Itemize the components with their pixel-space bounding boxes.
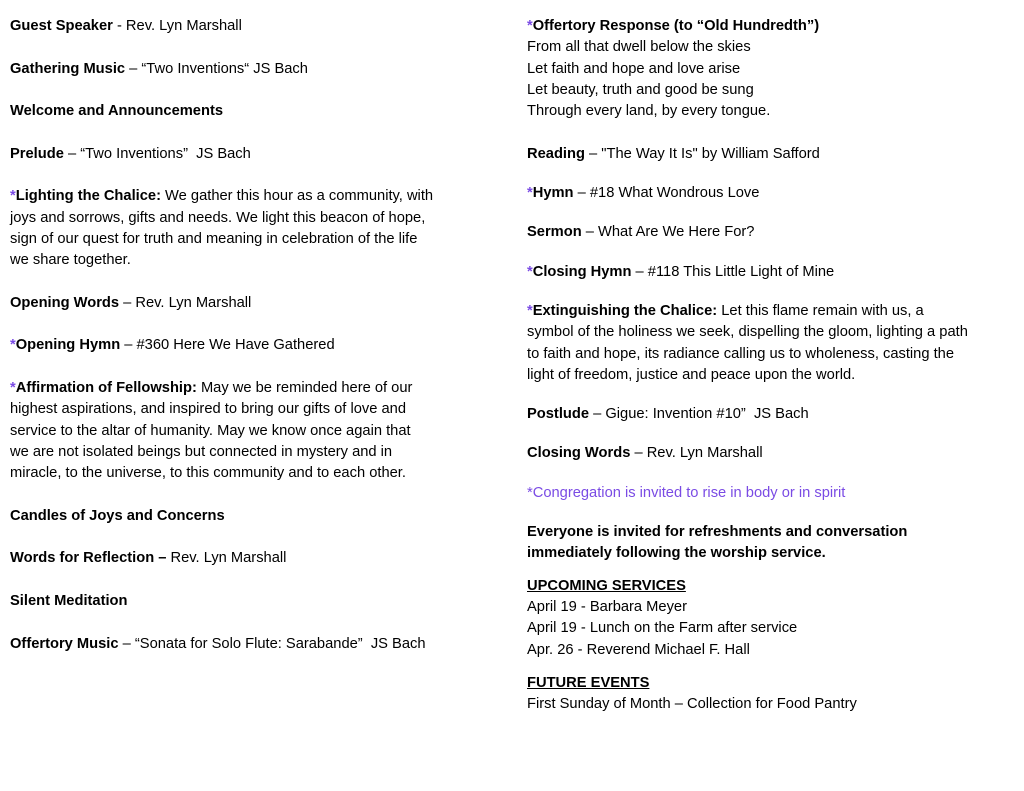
guest-speaker-line-1: [10, 16, 515, 37]
lighting-the-chalice-line-4: [10, 250, 515, 271]
closing-hymn: [527, 262, 1024, 283]
words-for-reflection-line-1: [10, 548, 515, 569]
text-run: – “Two Inventions“ JS Bach: [125, 60, 308, 77]
affirmation-of-fellowship-line-2: [10, 399, 515, 420]
affirmation-of-fellowship-line-4: [10, 442, 515, 463]
offertory-music: [10, 634, 515, 655]
text-run: highest aspirations, and inspired to bring our gifts of love and: [10, 401, 406, 418]
text-run: – "The Way It Is" by William Safford: [584, 145, 820, 162]
bold-text-run: Lighting the Chalice:: [15, 188, 161, 205]
guest-speaker: [10, 16, 515, 37]
bold-text-run: Gathering Music: [10, 60, 126, 77]
closing-hymn-line-1: [527, 262, 1024, 283]
lighting-the-chalice-line-2: [10, 208, 515, 229]
hymn-line-1: [527, 183, 1024, 204]
future-events: [527, 673, 1024, 716]
text-run: First Sunday of Month – Collection for Food Pantry: [527, 696, 857, 713]
reading-line-1: [527, 144, 1024, 165]
closing-words: [527, 443, 1024, 464]
bold-text-run: Opening Hymn: [15, 337, 121, 354]
words-for-reflection: [10, 548, 515, 569]
upcoming-services: [527, 576, 1024, 661]
text-run: We gather this hour as a community, with: [160, 188, 434, 205]
refreshments-note-line-2: [527, 543, 1024, 564]
purple-text-run: *Congregation is invited to rise in body or in spirit: [527, 484, 846, 501]
text-run: – Rev. Lyn Marshall: [119, 294, 252, 311]
extinguishing-the-chalice-line-3: [527, 344, 1024, 365]
offertory-music-line-1: [10, 634, 515, 655]
text-run: Through every land, by every tongue.: [527, 103, 771, 120]
bold-text-run: Offertory Response (to “Old Hundredth”): [532, 18, 820, 34]
text-run: – #18 What Wondrous Love: [573, 185, 760, 202]
offertory-response-line-1: [527, 16, 1024, 37]
bold-text-run: Everyone is invited for refreshments and conversation: [527, 524, 908, 541]
congregation-rise-note: [527, 483, 1024, 504]
gathering-music: [10, 59, 515, 80]
upcoming-services-line-1: [527, 576, 1024, 597]
text-run: May we be reminded here of our: [196, 380, 413, 397]
text-run: we are not isolated beings but connected in mystery and in: [10, 443, 393, 460]
extinguishing-the-chalice-line-1: [527, 301, 1024, 322]
prelude: [10, 144, 515, 165]
welcome-and-announcements-line-1: [10, 101, 515, 122]
lighting-the-chalice: [10, 186, 515, 271]
bold-text-run: Closing Words: [527, 445, 631, 462]
bold-text-run: Reading: [527, 145, 585, 162]
rise-footnote-marker: *: [527, 302, 533, 319]
underlined-heading-run: UPCOMING SERVICES: [527, 577, 686, 594]
hymn: [527, 183, 1024, 204]
rise-footnote-marker: *: [527, 185, 533, 202]
text-run: – “Two Inventions” JS Bach: [63, 145, 251, 162]
text-run: – What Are We Here For?: [581, 224, 755, 241]
text-run: Let this flame remain with us, a: [717, 302, 924, 319]
refreshments-note-line-1: [527, 522, 1024, 543]
rise-footnote-marker: *: [10, 380, 16, 397]
rise-footnote-marker: *: [10, 188, 16, 205]
text-run: – Rev. Lyn Marshall: [630, 445, 763, 462]
closing-words-line-1: [527, 443, 1024, 464]
bold-text-run: Postlude: [527, 406, 590, 423]
text-run: Apr. 26 - Reverend Michael F. Hall: [527, 641, 750, 658]
offertory-response-line-3: [527, 59, 1024, 80]
congregation-rise-note-line-1: [527, 483, 1024, 504]
text-run: – “Sonata for Solo Flute: Sarabande” JS Bach: [118, 635, 426, 652]
text-run: we share together.: [10, 252, 131, 269]
text-run: to faith and hope, its radiance calling us to wholeness, casting the: [527, 345, 955, 362]
text-run: – #360 Here We Have Gathered: [120, 337, 335, 354]
bold-text-run: Candles of Joys and Concerns: [10, 507, 225, 524]
sermon: [527, 222, 1024, 243]
underlined-heading-run: FUTURE EVENTS: [527, 674, 650, 691]
opening-hymn: [10, 335, 515, 356]
silent-meditation: [10, 591, 515, 612]
text-run: sign of our quest for truth and meaning in celebration of the life: [10, 230, 418, 247]
bold-text-run: Welcome and Announcements: [10, 103, 224, 120]
affirmation-of-fellowship: [10, 378, 515, 484]
text-run: light of freedom, justice and peace upon the world.: [527, 366, 856, 383]
prelude-line-1: [10, 144, 515, 165]
upcoming-services-line-3: [527, 618, 1024, 639]
extinguishing-the-chalice-line-2: [527, 322, 1024, 343]
bold-text-run: Words for Reflection –: [10, 550, 167, 567]
text-run: Let faith and hope and love arise: [527, 60, 741, 77]
affirmation-of-fellowship-line-3: [10, 421, 515, 442]
postlude-line-1: [527, 404, 1024, 425]
bold-text-run: Hymn: [532, 185, 574, 202]
offertory-response-line-2: [527, 37, 1024, 58]
bold-text-run: Silent Meditation: [10, 593, 128, 610]
lighting-the-chalice-line-3: [10, 229, 515, 250]
rise-footnote-marker: *: [527, 263, 533, 280]
text-run: service to the altar of humanity. May we know once again that: [10, 422, 411, 439]
offertory-response-line-5: [527, 101, 1024, 122]
affirmation-of-fellowship-line-1: [10, 378, 515, 399]
text-run: – Gigue: Invention #10” JS Bach: [589, 406, 809, 423]
text-run: From all that dwell below the skies: [527, 39, 751, 56]
affirmation-of-fellowship-line-5: [10, 463, 515, 484]
bold-text-run: immediately following the worship service.: [527, 545, 826, 562]
future-events-line-2: [527, 694, 1024, 715]
extinguishing-the-chalice-line-4: [527, 365, 1024, 386]
welcome-and-announcements: [10, 101, 515, 122]
bold-text-run: Closing Hymn: [532, 263, 632, 280]
reading: [527, 144, 1024, 165]
offertory-response: [527, 16, 1024, 122]
text-run: April 19 - Lunch on the Farm after service: [527, 620, 798, 637]
bold-text-run: Affirmation of Fellowship:: [15, 380, 197, 397]
text-run: miracle, to the universe, to this community and to each other.: [10, 465, 406, 482]
rise-footnote-marker: *: [527, 18, 533, 34]
bold-text-run: Opening Words: [10, 294, 120, 311]
upcoming-services-line-2: [527, 597, 1024, 618]
opening-words-line-1: [10, 293, 515, 314]
candles-of-joys-and-concerns: [10, 506, 515, 527]
rise-footnote-marker: *: [10, 337, 16, 354]
bold-text-run: Offertory Music: [10, 635, 119, 652]
text-run: April 19 - Barbara Meyer: [527, 598, 687, 615]
bold-text-run: Extinguishing the Chalice:: [532, 302, 718, 319]
gathering-music-line-1: [10, 59, 515, 80]
opening-hymn-line-1: [10, 335, 515, 356]
bold-text-run: Prelude: [10, 145, 64, 162]
text-run: – #118 This Little Light of Mine: [631, 263, 835, 280]
text-run: symbol of the holiness we seek, dispelling the gloom, lighting a path: [527, 324, 968, 341]
extinguishing-the-chalice: [527, 301, 1024, 386]
upcoming-services-line-4: [527, 640, 1024, 661]
bold-text-run: Guest Speaker: [10, 18, 113, 34]
future-events-line-1: [527, 673, 1024, 694]
refreshments-note: [527, 522, 1024, 565]
order-of-service-right-column: [527, 16, 1024, 733]
opening-words: [10, 293, 515, 314]
sermon-line-1: [527, 222, 1024, 243]
silent-meditation-line-1: [10, 591, 515, 612]
order-of-service-left-column: [10, 16, 515, 676]
text-run: - Rev. Lyn Marshall: [112, 18, 242, 34]
bold-text-run: Sermon: [527, 224, 582, 241]
text-run: Rev. Lyn Marshall: [166, 550, 287, 567]
candles-of-joys-and-concerns-line-1: [10, 506, 515, 527]
lighting-the-chalice-line-1: [10, 186, 515, 207]
offertory-response-line-4: [527, 80, 1024, 101]
postlude: [527, 404, 1024, 425]
text-run: joys and sorrows, gifts and needs. We light this beacon of hope,: [10, 209, 426, 226]
text-run: Let beauty, truth and good be sung: [527, 81, 754, 98]
